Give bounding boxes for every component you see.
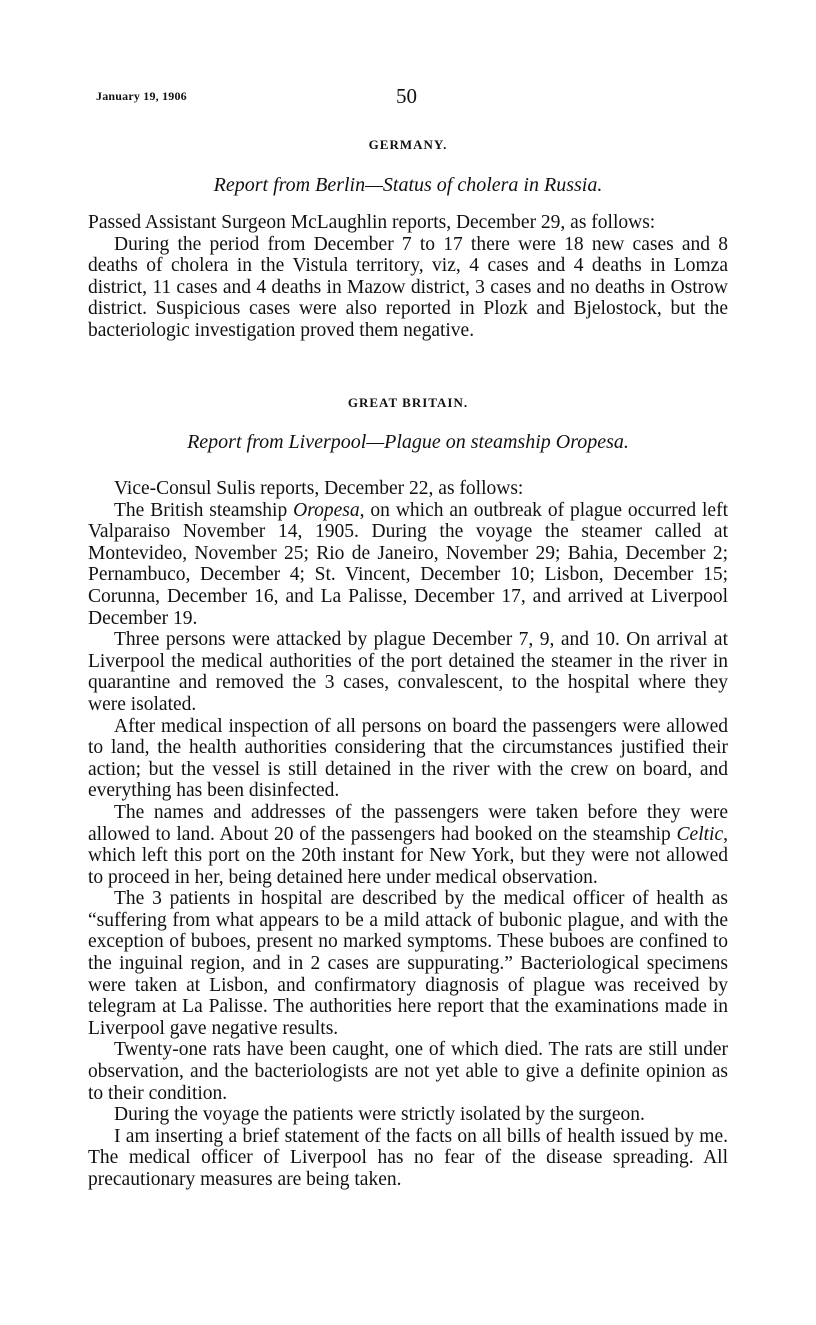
patients-paragraph: The 3 patients in hospital are described by the medical officer of health as “suffering from what appears to be a mild attack of bubonic plague, and with the exception of buboes, present no marked symptoms. These buboes are confined to the inguinal region, and in 2 cases are suppurating.” Bacteriological specimens were taken at Lisbon, and confirmatory diagnosis of plague was received by telegram at La Palisse. The authorities here report that the examinations made in Liverpool gave negative results. [88, 888, 728, 1039]
report-title-liverpool: Report from Liverpool—Plague on steamship Oropesa. [187, 431, 629, 453]
section-heading-great-britain: GREAT BRITAIN. [347, 395, 469, 410]
page-date: January 19, 1906 [96, 89, 187, 103]
report-title-berlin: Report from Berlin—Status of cholera in Russia. [213, 174, 603, 196]
oropesa-text-after: , on which an outbreak of plague occurred left Valparaiso November 14, 1905. During the voyage the steamer called at Montevideo, November 25; Rio de Janeiro, November 29; Bahia, December 2; Pernambuco, December 4; St. Vincent, December 10; Lisbon, December 15; Corunna, December 16, and La Palisse, December 17, and arrived at Liverpool December 19. [88, 499, 728, 629]
passengers-text-before: The names and addresses of the passengers were taken before they were allowed to land. About 20 of the passengers had booked on the steamship [88, 801, 728, 845]
ship-name-oropesa: Oropesa [293, 499, 360, 521]
oropesa-text-before: The British steamship [114, 499, 294, 521]
passengers-text-after: , which left this port on the 20th instant for New York, but they were not allowed to proceed in her, being detained here under medical observation. [88, 823, 728, 888]
berlin-report-body [88, 212, 728, 342]
isolation-paragraph: During the voyage the patients were strictly isolated by the surgeon. [114, 1104, 645, 1126]
liverpool-intro-paragraph: Vice-Consul Sulis reports, December 22, as follows: [114, 478, 524, 499]
page-number: 50 [396, 84, 417, 108]
medical-inspection-paragraph: After medical inspection of all persons on board the passengers were allowed to land, the health authorities considering that the circumstances justified their action; but the vessel is still detained in the river with the crew on board, and everything has been disinfected. [88, 715, 728, 802]
bills-of-health-paragraph: I am inserting a brief statement of the facts on all bills of health issued by me. The medical officer of Liverpool has no fear of the disease spreading. All precautionary measures are being taken. [88, 1125, 728, 1190]
oropesa-voyage-paragraph [88, 500, 728, 630]
ship-name-celtic: Celtic [676, 823, 724, 845]
rats-paragraph: Twenty-one rats have been caught, one of which died. The rats are still under observation, and the bacteriologists are not yet able to give a definite opinion as to their condition. [88, 1039, 728, 1104]
plague-cases-paragraph: Three persons were attacked by plague December 7, 9, and 10. On arrival at Liverpool the medical authorities of the port detained the steamer in the river in quarantine and removed the 3 cases, convalescent, to the hospital where they were isolated. [88, 629, 728, 715]
passengers-paragraph [88, 802, 728, 888]
liverpool-report-body [88, 478, 728, 1191]
berlin-cholera-paragraph: During the period from December 7 to 17 there were 18 new cases and 8 deaths of cholera in the Vistula territory, viz, 4 cases and 4 deaths in Lomza district, 11 cases and 4 deaths in Mazow district, 3 cases and no deaths in Ostrow district. Suspicious cases were also reported in Plozk and Bjelostock, but the bacteriologic investigation proved them negative. [88, 233, 728, 341]
section-heading-germany: GERMANY. [368, 137, 448, 152]
berlin-intro-paragraph: Passed Assistant Surgeon McLaughlin reports, December 29, as follows: [88, 212, 656, 233]
